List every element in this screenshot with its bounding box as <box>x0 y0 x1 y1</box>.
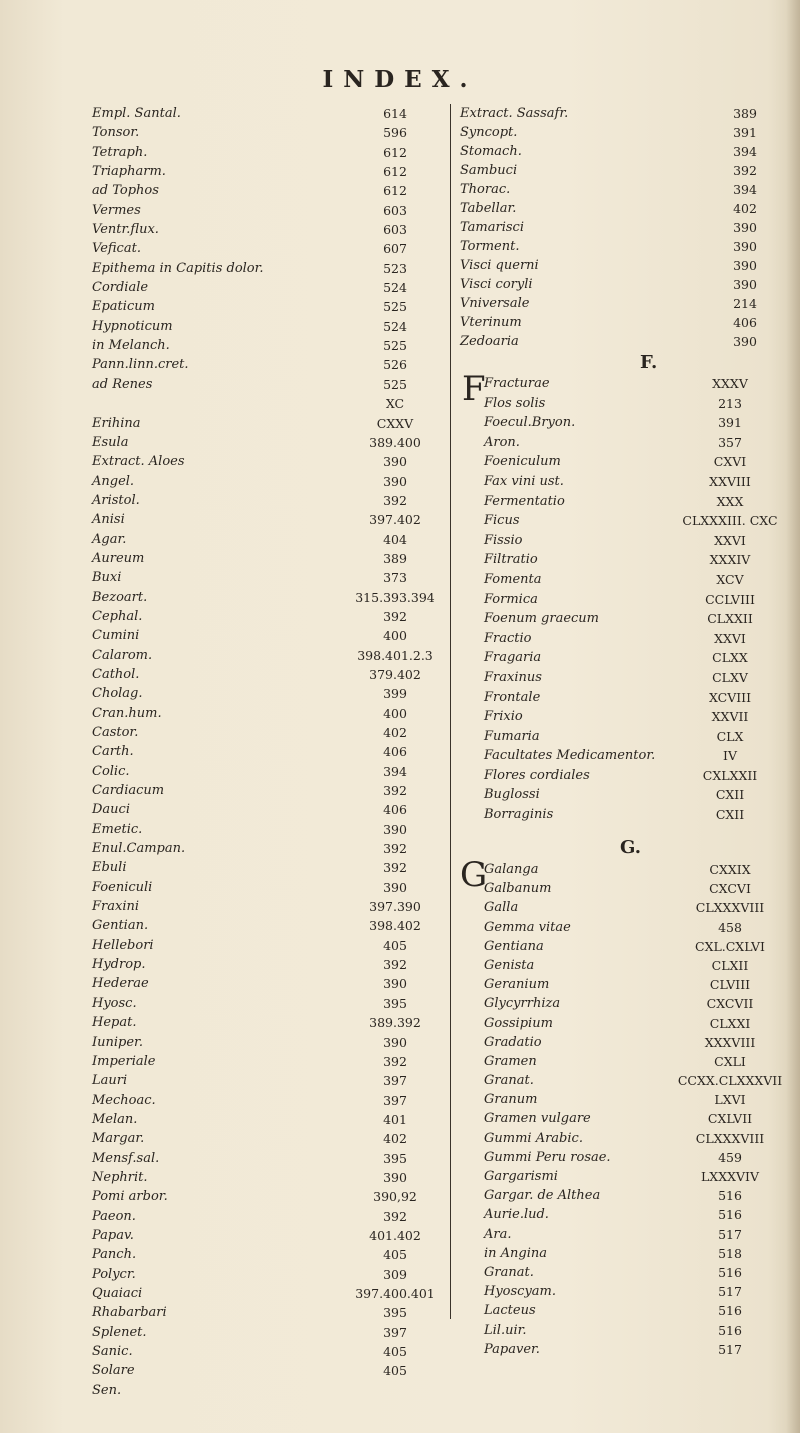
index-term: Formica <box>484 591 538 607</box>
page-number: 394 <box>733 144 757 159</box>
page-number: 309 <box>383 1266 407 1282</box>
page-number: 524 <box>383 318 407 334</box>
index-term: Glycyrrhiza <box>484 996 561 1012</box>
index-term: Dauci <box>92 802 130 818</box>
page-number: 398.402 <box>369 918 421 934</box>
page-number: 357 <box>718 434 742 450</box>
page-number: CLXXXIII. CXC <box>682 513 778 529</box>
index-term: Foeniculum <box>484 454 561 470</box>
page-number: CCLVIII <box>705 591 755 607</box>
index-term: Bezoart. <box>92 589 148 605</box>
index-term: Epithema in Capitis dolor. <box>92 260 264 276</box>
page-number: 391 <box>733 125 757 140</box>
index-term: Gradatio <box>484 1034 542 1050</box>
page-number: 402 <box>383 725 407 740</box>
page-number: 516 <box>718 1207 742 1223</box>
page-number: CLXX <box>712 650 748 666</box>
index-term: Fractio <box>484 630 532 646</box>
index-term: Solare <box>92 1363 135 1379</box>
index-term: Extract. Sassafr. <box>460 106 569 121</box>
index-term: Granat. <box>484 1073 534 1089</box>
page-number: 517 <box>718 1341 742 1357</box>
page-number: CLXXII <box>707 611 753 627</box>
index-term: Frixio <box>484 709 523 725</box>
index-term: Melan. <box>92 1111 138 1127</box>
page-number: 398.401.2.3 <box>357 647 433 663</box>
index-term: Foenum graecum <box>484 611 599 627</box>
index-term: Extract. Aloes <box>92 454 185 470</box>
index-term: Borraginis <box>484 807 554 823</box>
index-term: Geranium <box>484 977 550 993</box>
page-number: CXLI <box>714 1053 746 1069</box>
page-number: 395 <box>383 995 407 1011</box>
page-number: 406 <box>383 744 407 760</box>
index-term: Ara. <box>484 1226 512 1242</box>
page-number: 392 <box>383 783 407 799</box>
index-term: Fraxinus <box>484 669 542 685</box>
page-number: 525 <box>383 299 407 315</box>
page-number: 612 <box>383 164 407 180</box>
index-term: Veficat. <box>92 241 141 257</box>
index-term: Aureum <box>92 550 145 566</box>
page-number: 392 <box>383 1208 407 1224</box>
index-term: Fomenta <box>484 571 542 587</box>
page-number: LXVI <box>714 1092 746 1108</box>
index-term: Polycr. <box>92 1266 136 1282</box>
index-term: Aurie.lud. <box>484 1207 549 1223</box>
index-term: Ventr.flux. <box>92 222 159 238</box>
index-term: Cholag. <box>92 686 143 702</box>
left-numbers-column <box>345 104 445 1381</box>
page-number: 400 <box>383 628 407 644</box>
page-number: 516 <box>718 1303 742 1319</box>
page-number: 390 <box>383 976 407 992</box>
index-term: ad Renes <box>92 376 153 392</box>
index-term: Colic. <box>92 763 130 779</box>
index-term: Genista <box>484 957 535 973</box>
page-number: 397 <box>383 1324 407 1340</box>
index-term: Emetic. <box>92 821 143 837</box>
index-term: Sambuci <box>460 163 518 178</box>
page-number: 524 <box>383 280 407 296</box>
page-number: 392 <box>383 841 407 857</box>
page-number: 516 <box>718 1188 742 1204</box>
index-term: Gramen vulgare <box>484 1111 591 1127</box>
page-number: CXLXXII <box>702 767 758 783</box>
page-number: 459 <box>718 1149 742 1165</box>
index-term: Flos solis <box>484 395 546 411</box>
page-number: XXXVIII <box>704 1034 756 1050</box>
index-term: Castor. <box>92 725 139 740</box>
index-term: Lil.uir. <box>484 1322 527 1338</box>
page-number: CXCVI <box>709 881 751 897</box>
index-term: Iuniper. <box>92 1034 143 1050</box>
index-term: Galanga <box>484 862 539 877</box>
page-number: 395 <box>383 1150 407 1166</box>
page-number: XXXV <box>712 376 748 391</box>
index-term: Aron. <box>484 434 520 450</box>
page-number: XC <box>385 396 405 412</box>
index-term: Tonsor. <box>92 125 140 141</box>
page-number: 390 <box>733 334 757 349</box>
left-terms-column <box>92 104 362 1400</box>
index-term: Agar. <box>92 531 127 547</box>
index-term: Ficus <box>484 513 520 529</box>
page-number: 390 <box>733 220 757 235</box>
index-term: Gummi Peru rosae. <box>484 1149 611 1165</box>
page-number: 516 <box>718 1264 742 1280</box>
index-term: Gentiana <box>484 938 544 954</box>
dropcap-g: G <box>460 855 488 895</box>
page-number: 392 <box>383 492 407 508</box>
page-number: 390 <box>733 277 757 292</box>
page-number: 394 <box>383 763 407 779</box>
index-term: Hepat. <box>92 1015 137 1031</box>
index-term: Cephal. <box>92 608 143 624</box>
page-number: 392 <box>383 957 407 973</box>
index-term: Hederae <box>92 976 149 992</box>
page-number: 397 <box>383 1092 407 1108</box>
page-number: 516 <box>718 1322 742 1338</box>
index-term: Fracturae <box>484 376 550 391</box>
page-number: XXVIII <box>709 473 751 489</box>
page-number: 405 <box>383 1344 407 1359</box>
index-term: Nephrit. <box>92 1169 148 1185</box>
index-term: Vterinum <box>460 315 522 330</box>
page-number: 397.390 <box>369 899 421 915</box>
page-number: 406 <box>383 802 407 818</box>
page-number: XXX <box>716 493 744 509</box>
page-number: 390 <box>383 821 407 837</box>
index-term: Quaiaci <box>92 1285 143 1301</box>
index-term: Triapharm. <box>92 164 166 180</box>
page-number: CLXXI <box>709 1015 751 1031</box>
page-number: 400 <box>383 705 407 721</box>
page-number: 397 <box>383 1073 407 1089</box>
page-number: XCV <box>716 571 744 587</box>
page-number: 390 <box>383 473 407 489</box>
section-letter-g: G. <box>620 837 641 858</box>
page-number: 315.393.394 <box>355 589 435 605</box>
index-term: Hyoscyam. <box>484 1284 557 1300</box>
right-top-terms-column <box>460 104 690 351</box>
index-term: Visci coryli <box>460 277 533 292</box>
page-number: 525 <box>383 376 407 392</box>
page-number: 397.402 <box>369 512 421 528</box>
page-number: CXLVII <box>707 1111 753 1127</box>
index-term: Fraxini <box>92 899 140 915</box>
page-number: 614 <box>383 106 407 121</box>
page-number: 526 <box>383 357 407 373</box>
right-top-numbers-column <box>690 104 800 351</box>
index-term: Fumaria <box>484 728 540 744</box>
page-number: CLX <box>716 728 744 744</box>
page-number: 390 <box>383 454 407 470</box>
index-term: Angel. <box>92 473 135 489</box>
index-term: Epaticum <box>92 299 155 315</box>
page-number: 392 <box>733 163 757 178</box>
page-number: 401.402 <box>369 1227 421 1243</box>
page-number: 402 <box>383 1131 407 1147</box>
page-number: 603 <box>383 222 407 238</box>
page-number: 612 <box>383 183 407 199</box>
page-number: CXL.CXLVI <box>695 938 765 954</box>
page-header: INDEX. <box>322 66 478 93</box>
index-term: Gummi Arabic. <box>484 1130 583 1146</box>
page-number: 596 <box>383 125 407 141</box>
page-number: 518 <box>718 1245 742 1261</box>
index-term: Granat. <box>484 1264 534 1280</box>
index-term: Hellebori <box>92 937 154 953</box>
index-term: Fragaria <box>484 650 542 666</box>
index-term: Thorac. <box>460 182 511 197</box>
index-term: Carth. <box>92 744 134 760</box>
page-number: 458 <box>718 919 742 935</box>
index-term: Zedoaria <box>460 334 519 349</box>
index-term <box>92 394 362 413</box>
index-term: Cumini <box>92 628 140 644</box>
page-number: CLXXXVIII <box>695 1130 765 1146</box>
index-term: Erihina <box>92 415 141 431</box>
page-number: XCVIII <box>708 689 752 705</box>
index-term: Granum <box>484 1092 538 1108</box>
index-term: Tabellar. <box>460 201 517 216</box>
index-term: Lacteus <box>484 1303 536 1319</box>
dropcap-f: F <box>462 369 486 409</box>
index-term: Visci querni <box>460 258 539 273</box>
index-term: Frontale <box>484 689 541 705</box>
page-number: CLXII <box>711 957 749 973</box>
page-number: CXXIX <box>709 862 751 877</box>
page-number: 391 <box>718 415 742 431</box>
page-number: 397.400.401 <box>355 1285 435 1301</box>
index-term: Calarom. <box>92 647 153 663</box>
index-term: Cordiale <box>92 280 149 296</box>
index-term: Pann.linn.cret. <box>92 357 189 373</box>
page-number: 389 <box>383 550 407 566</box>
index-term: Panch. <box>92 1247 137 1263</box>
page-number: 612 <box>383 144 407 160</box>
page-number: 405 <box>383 1247 407 1263</box>
page-number: 379.402 <box>369 666 421 682</box>
index-term: Splenet. <box>92 1324 147 1340</box>
index-term: Margar. <box>92 1131 145 1147</box>
page-number: 392 <box>383 860 407 876</box>
index-term: Gramen <box>484 1053 537 1069</box>
page-number: 401 <box>383 1111 407 1127</box>
index-term: Mechoac. <box>92 1092 156 1108</box>
page-number: 405 <box>383 937 407 953</box>
index-term: Pomi arbor. <box>92 1189 168 1205</box>
index-term: Flores cordiales <box>484 767 590 783</box>
page-number: CLXXXVIII <box>695 900 765 916</box>
index-term: Gargar. de Althea <box>484 1188 601 1204</box>
page-number: CLXV <box>712 669 748 685</box>
index-term: Foeniculi <box>92 879 153 895</box>
index-term: Stomach. <box>460 144 522 159</box>
index-term: Empl. Santal. <box>92 106 181 121</box>
g-numbers-column <box>660 860 800 1359</box>
page-number: 399 <box>383 686 407 702</box>
index-term: Enul.Campan. <box>92 841 186 857</box>
section-letter-f: F. <box>640 352 658 373</box>
index-term: Rhabarbari <box>92 1305 167 1321</box>
page-number: 389.392 <box>369 1015 421 1031</box>
page-number: IV <box>723 748 737 764</box>
page-number: CCXX.CLXXXVII <box>677 1073 783 1089</box>
index-term: Imperiale <box>92 1053 156 1069</box>
index-term: Hyosc. <box>92 995 137 1011</box>
page-number: 214 <box>733 296 757 311</box>
page-number: CXCVII <box>706 996 754 1012</box>
page-number: CXII <box>715 807 745 823</box>
index-term: ad Tophos <box>92 183 159 199</box>
index-term: Cran.hum. <box>92 705 162 721</box>
index-term: Facultates Medicamentor. <box>484 748 656 764</box>
page-number: 404 <box>383 531 407 547</box>
page-number: CLVIII <box>709 977 751 993</box>
page-number: XXVI <box>714 630 746 646</box>
page-number: XXVII <box>711 709 749 725</box>
index-term: Papav. <box>92 1227 134 1243</box>
column-divider <box>450 104 451 1319</box>
index-term: Vniversale <box>460 296 530 311</box>
f-numbers-column <box>660 374 800 825</box>
page-number: 405 <box>383 1363 407 1379</box>
index-term: Cathol. <box>92 666 140 682</box>
page-number: 389.400 <box>369 434 421 450</box>
index-term: in Angina <box>484 1245 548 1261</box>
index-term: Galbanum <box>484 881 552 897</box>
index-term: Ebuli <box>92 860 127 876</box>
page-number: 373 <box>383 570 407 586</box>
index-term: Lauri <box>92 1073 128 1089</box>
index-term: Galla <box>484 900 519 916</box>
page-number: 389 <box>733 106 757 121</box>
page-number: 392 <box>383 608 407 624</box>
page-number: 406 <box>733 315 757 330</box>
page-number: 390,92 <box>373 1189 417 1205</box>
index-term: Fermentatio <box>484 493 565 509</box>
page-number: 517 <box>718 1226 742 1242</box>
index-term: Cardiacum <box>92 783 165 799</box>
index-term: Paeon. <box>92 1208 136 1224</box>
page-number: 390 <box>383 1034 407 1050</box>
index-term: Buglossi <box>484 787 540 803</box>
page-number: 390 <box>733 258 757 273</box>
index-term: Tetraph. <box>92 144 148 160</box>
page-number: CXXV <box>376 415 414 431</box>
index-term: Fax vini ust. <box>484 473 564 489</box>
index-term: Torment. <box>460 239 520 254</box>
page-number: 607 <box>383 241 407 257</box>
index-term: Foecul.Bryon. <box>484 415 576 431</box>
page-number: 395 <box>383 1305 407 1321</box>
page-number: 390 <box>733 239 757 254</box>
index-term: in Melanch. <box>92 338 170 354</box>
index-term: Gemma vitae <box>484 919 571 935</box>
index-term: Anisi <box>92 512 125 528</box>
index-term: Gargarismi <box>484 1169 558 1184</box>
page-number: XXXIV <box>709 552 751 568</box>
index-term: Esula <box>92 434 129 450</box>
page-number: 390 <box>383 879 407 895</box>
index-term: Mensf.sal. <box>92 1150 160 1166</box>
page-number: 603 <box>383 202 407 218</box>
page-number: 523 <box>383 260 407 276</box>
page-number: 402 <box>733 201 757 216</box>
index-term: Fissio <box>484 532 523 548</box>
page-number: 525 <box>383 338 407 354</box>
page-number: CXVI <box>713 454 747 470</box>
index-term: Aristol. <box>92 492 140 508</box>
index-term: Hydrop. <box>92 957 146 973</box>
page-number: 394 <box>733 182 757 197</box>
page-number: 213 <box>718 395 742 411</box>
index-term: Gossipium <box>484 1015 553 1031</box>
index-term: Sanic. <box>92 1344 133 1359</box>
index-term: Papaver. <box>484 1341 540 1357</box>
index-term: Filtratio <box>484 552 538 568</box>
page-number: XXVI <box>714 532 746 548</box>
page-number: 390 <box>383 1169 407 1185</box>
index-term: Syncopt. <box>460 125 518 140</box>
page-number: 392 <box>383 1053 407 1069</box>
index-term: Buxi <box>92 570 122 586</box>
index-term: Tamarisci <box>460 220 524 235</box>
page-number: 517 <box>718 1284 742 1300</box>
page-number: CXII <box>715 787 745 803</box>
page-number: LXXXVIV <box>701 1169 759 1184</box>
index-term: Hypnoticum <box>92 318 173 334</box>
index-term: Vermes <box>92 202 141 218</box>
index-term: Gentian. <box>92 918 149 934</box>
index-term: Sen. <box>92 1382 122 1398</box>
